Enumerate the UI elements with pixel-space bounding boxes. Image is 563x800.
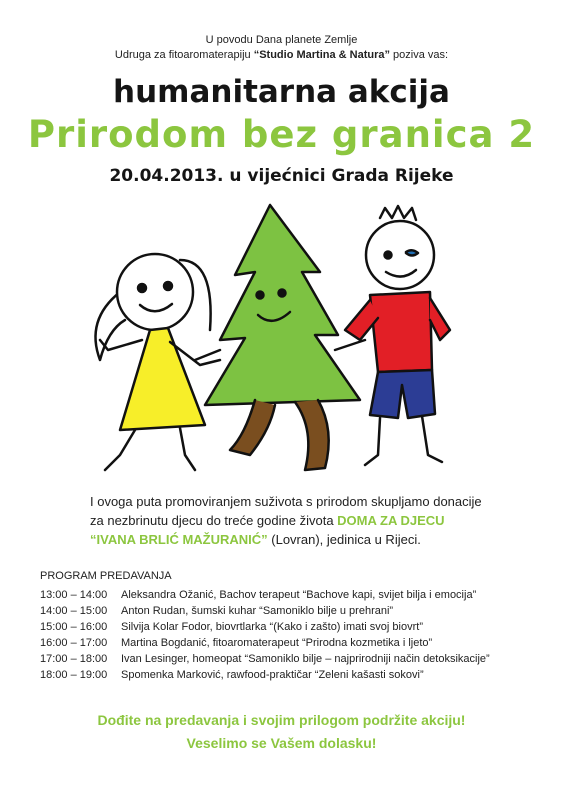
schedule-text: Ivan Lesinger, homeopat “Samoniklo bilje – najprirodniji način detoksikacije” bbox=[121, 653, 490, 665]
closing-invitation: Dođite na predavanja i svojim prilogom podržite akciju! bbox=[97, 712, 466, 728]
beneficiary-name: DOMA ZA DJECU “IVANA BRLIĆ MAŽURANIĆ” bbox=[90, 513, 445, 547]
tree-drawing bbox=[195, 205, 365, 470]
description-text: I ovoga puta promoviranjem suživota s prirodom skupljamo donacije za nezbrinutu djecu do treće godine života bbox=[90, 494, 482, 528]
schedule-row bbox=[40, 635, 540, 651]
schedule-time: 18:00 – 19:00 bbox=[40, 669, 108, 681]
intro-prefix: Udruga za fitoaromaterapiju bbox=[114, 49, 254, 61]
schedule-text: Martina Bogdanić, fitoaromaterapeut “Prirodna kozmetika i ljeto” bbox=[121, 637, 433, 649]
intro-suffix: poziva vas: bbox=[390, 49, 449, 61]
schedule-time: 17:00 – 18:00 bbox=[40, 653, 108, 665]
schedule-row bbox=[40, 603, 540, 619]
schedule-time: 14:00 – 15:00 bbox=[40, 605, 108, 617]
description-text-end: (Lovran), jedinica u Rijeci. bbox=[267, 532, 421, 547]
schedule-row bbox=[40, 667, 540, 683]
schedule-row bbox=[40, 651, 540, 667]
event-type-heading: humanitarna akcija bbox=[113, 74, 450, 110]
program-heading: PROGRAM PREDAVANJA bbox=[40, 570, 172, 582]
schedule-text: Silvija Kolar Fodor, biovrtlarka “(Kako i zašto) imati svoj biovrt” bbox=[121, 621, 423, 633]
schedule-time: 15:00 – 16:00 bbox=[40, 621, 108, 633]
boy-drawing bbox=[345, 206, 450, 465]
description-paragraph bbox=[90, 492, 490, 549]
schedule-text: Anton Rudan, šumski kuhar “Samoniklo bilje u prehrani” bbox=[121, 605, 394, 617]
schedule-time: 16:00 – 17:00 bbox=[40, 637, 108, 649]
program-schedule bbox=[40, 587, 540, 683]
intro-line-1: U povodu Dana planete Zemlje bbox=[205, 34, 358, 46]
schedule-time: 13:00 – 14:00 bbox=[40, 589, 108, 601]
children-and-tree-illustration bbox=[80, 200, 480, 480]
girl-drawing bbox=[96, 254, 221, 470]
schedule-row bbox=[40, 587, 540, 603]
intro-line-2 bbox=[0, 48, 563, 62]
event-title: Prirodom bez granica 2 bbox=[27, 113, 536, 156]
organization-name: “Studio Martina & Natura” bbox=[253, 49, 390, 61]
event-date-location: 20.04.2013. u vijećnici Grada Rijeke bbox=[109, 166, 454, 186]
closing-greeting: Veselimo se Vašem dolasku! bbox=[186, 735, 377, 751]
schedule-text: Spomenka Marković, rawfood-praktičar “Zeleni kašasti sokovi” bbox=[121, 669, 424, 681]
schedule-row bbox=[40, 619, 540, 635]
schedule-text: Aleksandra Ožanić, Bachov terapeut “Bachove kapi, svijet bilja i emocija” bbox=[121, 589, 477, 601]
